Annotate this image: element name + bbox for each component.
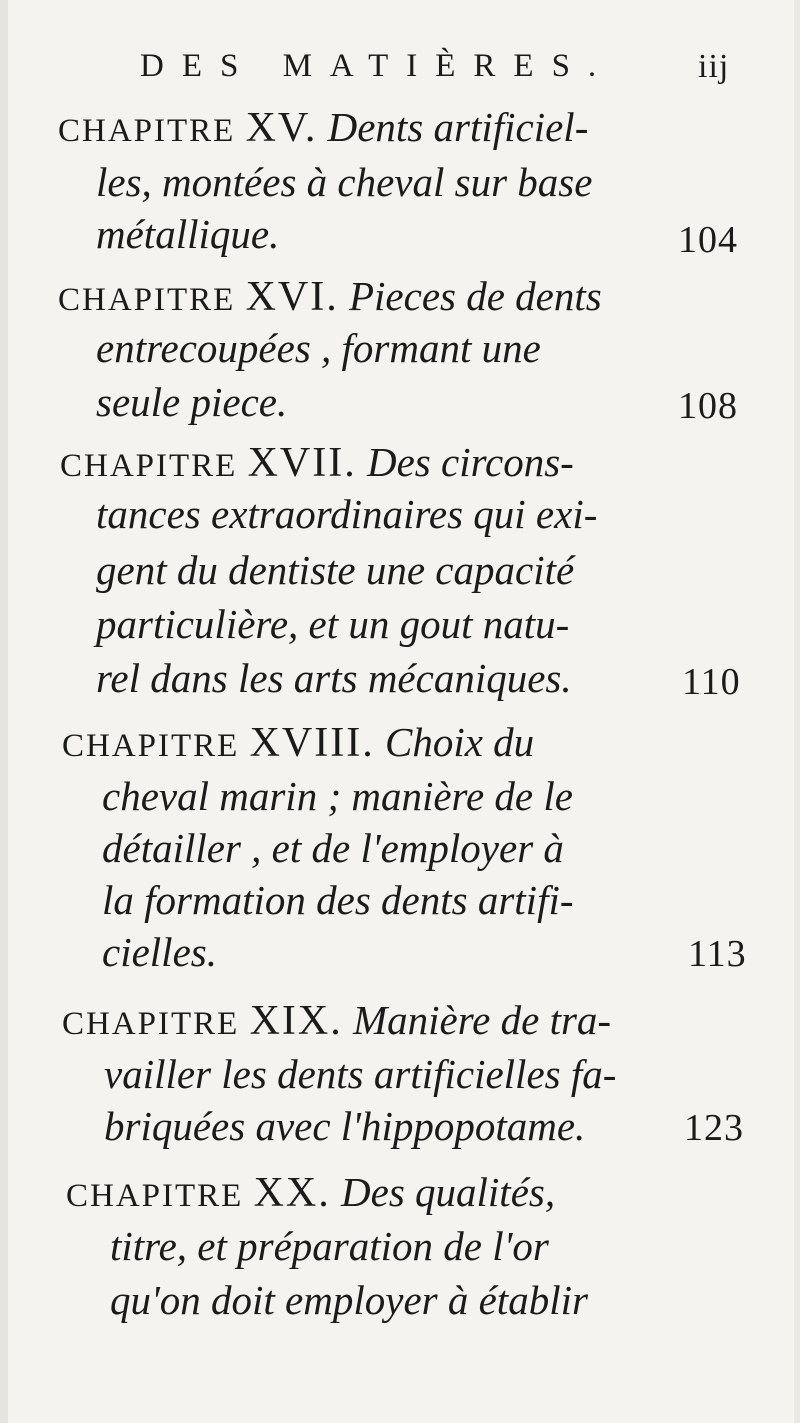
chapter-title-line: qu'on doit employer à établir: [110, 1277, 588, 1323]
chapter-word: CHAPITRE: [58, 113, 236, 149]
chapter-title-line: gent du dentiste une capacité: [96, 547, 575, 593]
chapter-title-line: particulière, et un gout natu-: [96, 601, 570, 647]
chapter-heading: [66, 1169, 556, 1216]
page-number: iij: [698, 48, 730, 85]
chapter-heading: [58, 104, 589, 151]
chapter-number: XIX.: [249, 998, 343, 1044]
chapter-title-line: Des qualités,: [341, 1169, 556, 1215]
chapter-number: XVII.: [247, 440, 357, 486]
chapter-title-line: la formation des dents artifi-: [102, 877, 574, 923]
chapter-heading: [62, 997, 612, 1044]
chapter-number: XX.: [253, 1170, 331, 1216]
chapter-word: CHAPITRE: [58, 282, 236, 318]
chapter-title-line: Dents artificiel-: [327, 104, 589, 150]
chapter-title-line: briquées avec l'hippopotame.: [104, 1103, 586, 1149]
chapter-title-line: Des circons-: [366, 439, 574, 485]
entry-page-number: 123: [684, 1107, 744, 1149]
entry-page-number: 108: [678, 385, 738, 427]
chapter-title-line: Manière de tra-: [353, 997, 612, 1043]
chapter-word: CHAPITRE: [60, 448, 238, 484]
chapter-title-line: entrecoupées , formant une: [96, 325, 541, 371]
chapter-heading: [60, 439, 574, 486]
chapter-title-line: Pieces de dents: [349, 273, 602, 319]
chapter-title-line: tances extraordinaires qui exi-: [96, 491, 598, 537]
chapter-heading: [58, 273, 602, 320]
chapter-word: CHAPITRE: [66, 1178, 244, 1214]
chapter-title-line: vailler les dents artificielles fa-: [104, 1051, 617, 1097]
chapter-title-line: Choix du: [384, 719, 535, 765]
chapter-number: XV.: [245, 105, 318, 151]
chapter-title-line: détailler , et de l'employer à: [102, 825, 564, 871]
running-header: DES MATIÈRES.: [140, 48, 615, 84]
chapter-title-line: rel dans les arts mécaniques.: [96, 655, 572, 701]
chapter-title-line: seule piece.: [96, 379, 288, 425]
chapter-number: XVIII.: [249, 720, 375, 766]
entry-page-number: 110: [682, 661, 741, 703]
entry-page-number: 113: [688, 933, 747, 975]
chapter-title-line: métallique.: [96, 211, 280, 257]
entry-page-number: 104: [678, 219, 738, 261]
chapter-title-line: titre, et préparation de l'or: [110, 1223, 549, 1269]
chapter-title-line: les, montées à cheval sur base: [96, 159, 593, 205]
page-edge-left: [0, 0, 8, 1423]
chapter-heading: [62, 719, 535, 766]
chapter-number: XVI.: [245, 274, 339, 320]
page-edge-right: [794, 0, 800, 1423]
chapter-title-line: cielles.: [102, 929, 217, 975]
chapter-word: CHAPITRE: [62, 1006, 240, 1042]
chapter-title-line: cheval marin ; manière de le: [102, 773, 573, 819]
chapter-word: CHAPITRE: [62, 728, 240, 764]
